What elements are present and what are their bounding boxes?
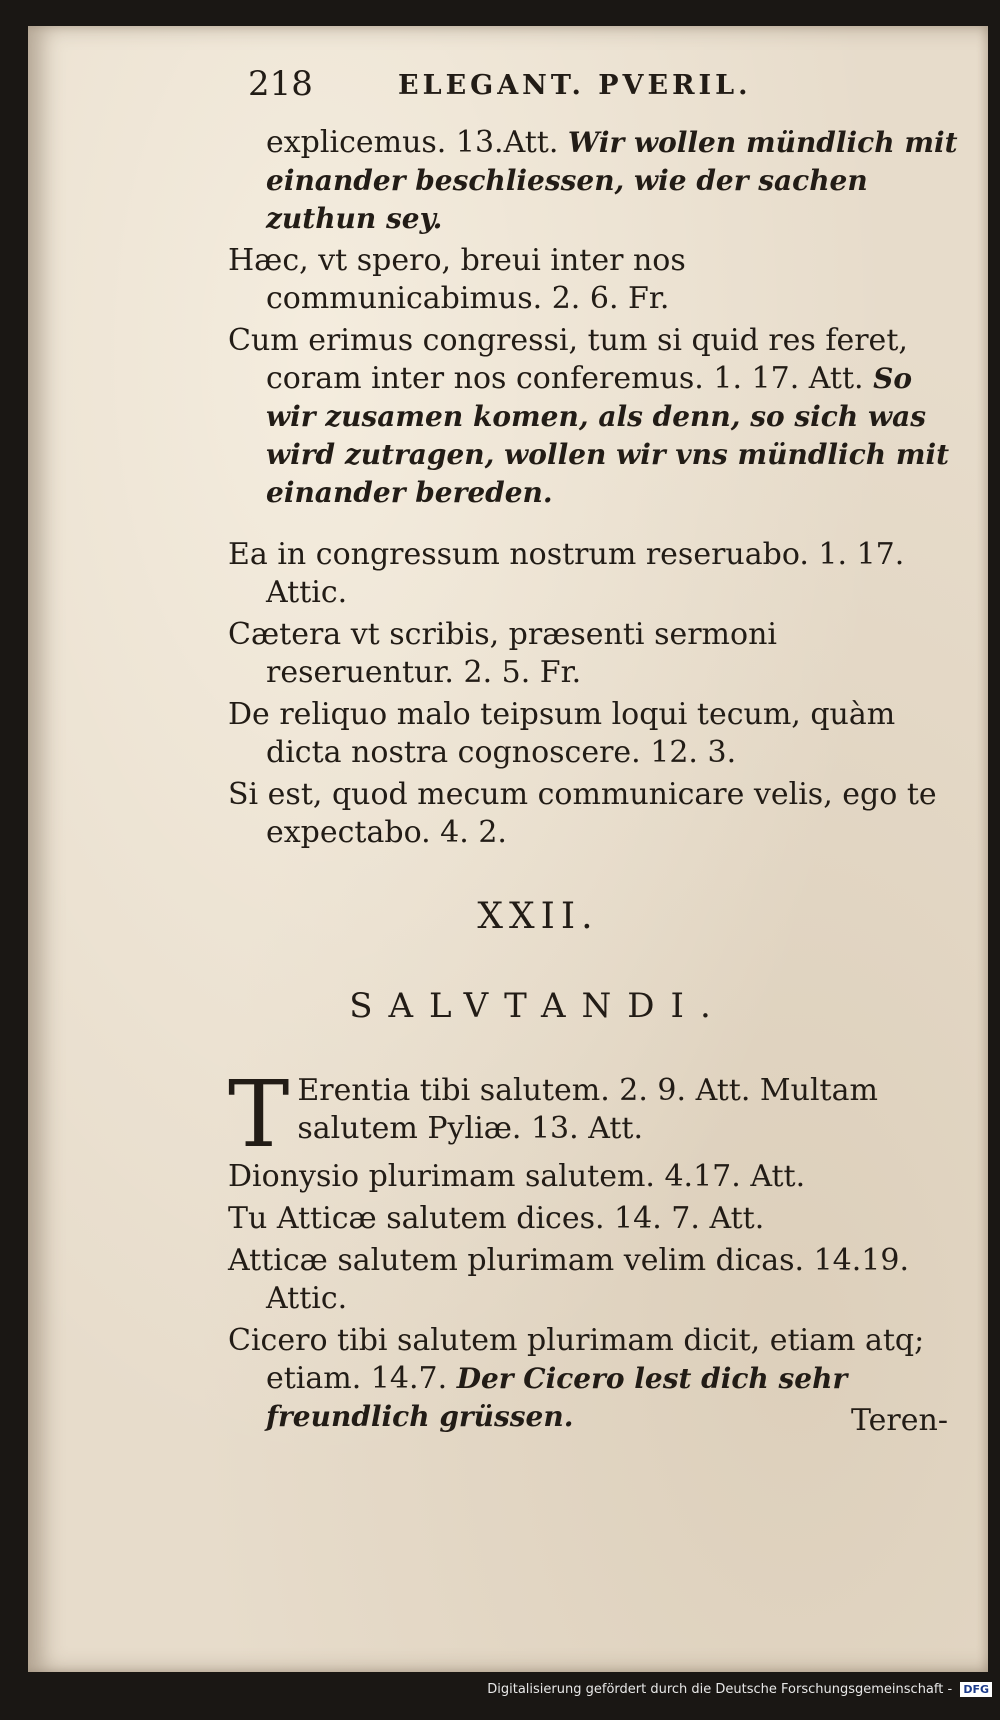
latin-text: Cætera vt scribis, præsenti sermoni reseruentur. 2. 5. Fr. — [228, 617, 777, 690]
latin-text: Tu Atticæ salutem dices. 14. 7. Att. — [228, 1201, 765, 1236]
latin-text: Erentia tibi salutem. 2. 9. Att. Multam salutem Pyliæ. 13. Att. — [297, 1073, 878, 1146]
text-entry — [228, 776, 958, 852]
text-entry — [228, 1158, 958, 1196]
latin-text: Atticæ salutem plurimam velim dicas. 14.19. Attic. — [228, 1243, 909, 1316]
german-text: Der Cicero lest dich sehr freundlich grüssen. — [266, 1362, 848, 1433]
latin-text: explicemus. 13.Att. — [266, 125, 559, 160]
salut-block — [228, 1072, 958, 1440]
credit-text: Digitalisierung gefördert durch die Deutsche Forschungsgemeinschaft - — [487, 1682, 953, 1697]
latin-text: Cum erimus congressi, tum si quid res feret, coram inter nos conferemus. 1. 17. Att. — [228, 323, 908, 396]
drop-cap: T — [228, 1072, 290, 1154]
page-text — [28, 26, 988, 1672]
text-entry — [228, 242, 958, 318]
latin-text: Dionysio plurimam salutem. 4.17. Att. — [228, 1159, 806, 1194]
top-block — [228, 124, 958, 516]
running-title: ELEGANT. PVERIL. — [398, 70, 752, 101]
catchword: Teren- — [851, 1403, 948, 1438]
text-entry — [228, 616, 958, 692]
german-text: Wir wollen mündlich mit einander beschliessen, wie der sachen zuthun sey. — [266, 126, 958, 235]
text-entry — [228, 124, 958, 238]
latin-text: De reliquo malo teipsum loqui tecum, quàm dicta nostra cognoscere. 12. 3. — [228, 697, 896, 770]
text-entry — [228, 1200, 958, 1238]
latin-text: Hæc, vt spero, breui inter nos communicabimus. 2. 6. Fr. — [228, 243, 686, 316]
text-entry — [228, 696, 958, 772]
opening-entry — [228, 1072, 958, 1154]
chapter-title: SALVTANDI. — [349, 986, 727, 1026]
page-number: 218 — [248, 64, 313, 104]
latin-text: Si est, quod mecum communicare velis, ego te expectabo. 4. 2. — [228, 777, 937, 850]
text-entry — [228, 536, 958, 612]
chapter-number: XXII. — [477, 896, 599, 937]
text-entry — [228, 1242, 958, 1318]
middle-block — [228, 536, 958, 856]
text-entry — [228, 322, 958, 512]
dfg-logo-icon: DFG — [960, 1682, 992, 1697]
page-header — [248, 64, 888, 114]
latin-text: Cicero tibi salutem plurimam dicit, etiam atq; etiam. 14.7. — [228, 1323, 925, 1396]
latin-text: Ea in congressum nostrum reseruabo. 1. 17. Attic. — [228, 537, 905, 610]
digitization-credit — [0, 1682, 992, 1697]
book-page — [28, 26, 988, 1672]
german-text: So wir zusamen komen, als denn, so sich was wird zutragen, wollen wir vns mündlich mit einander bereden. — [266, 362, 950, 509]
